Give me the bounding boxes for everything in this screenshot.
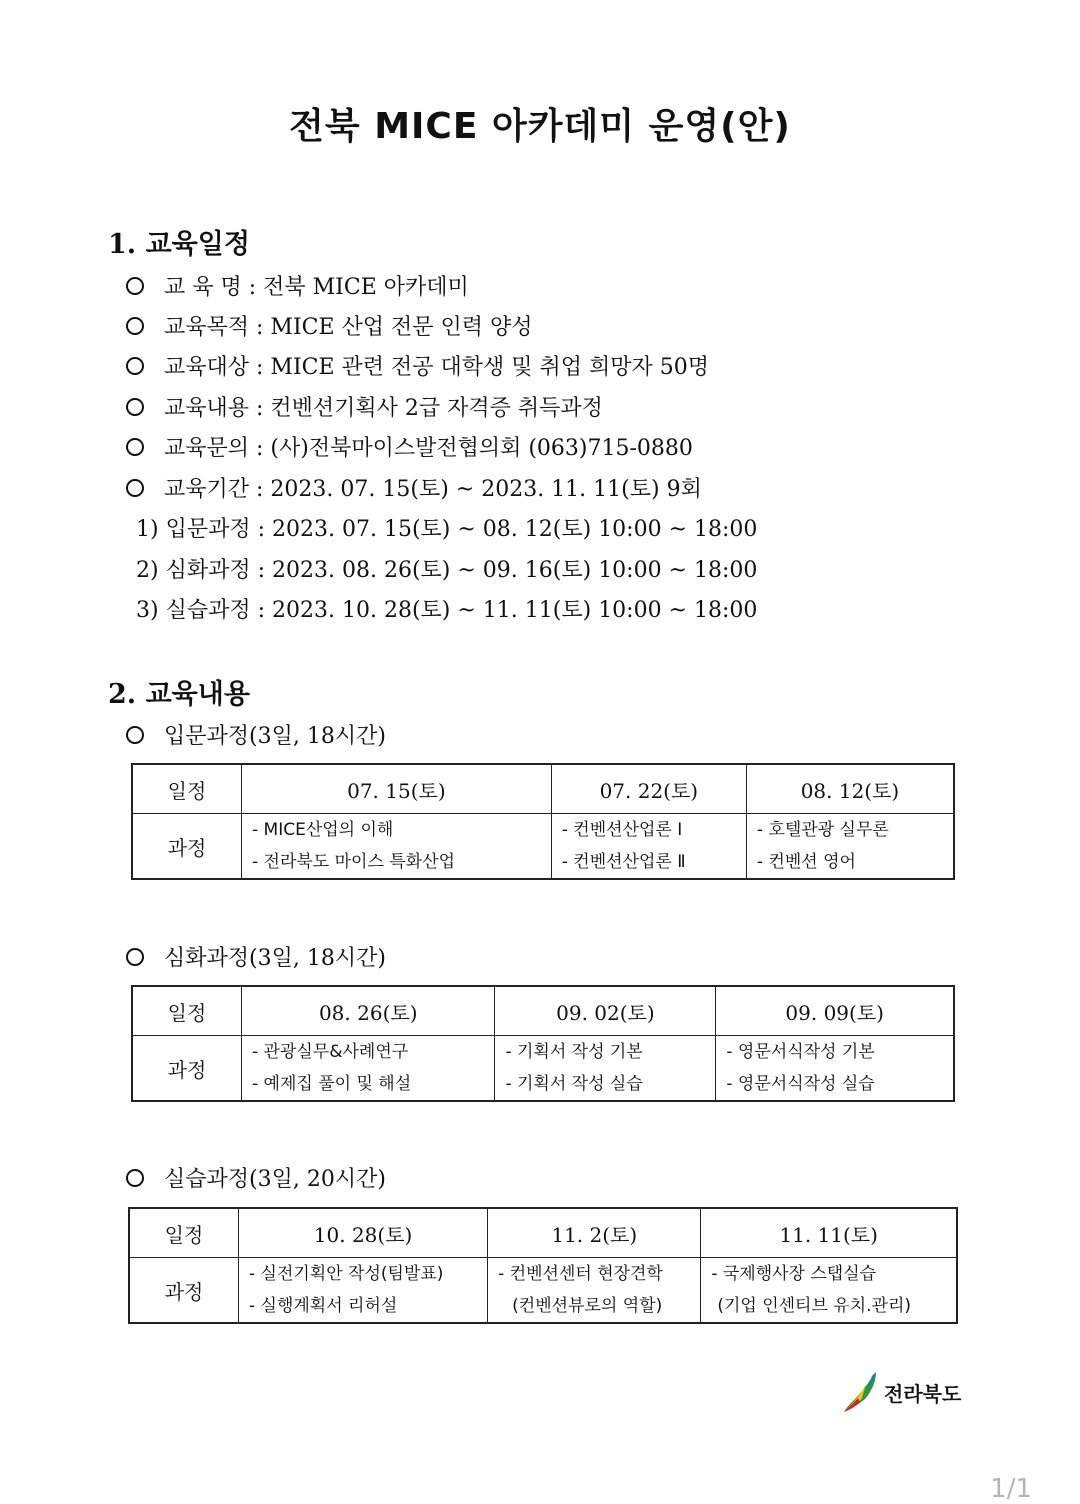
info-value: MICE 관련 전공 대학생 및 취업 희망자 50명 xyxy=(270,355,710,380)
date-cell: 11. 2(토) xyxy=(488,1208,701,1258)
circle-bullet-icon xyxy=(126,277,144,295)
document-title: 전북 MICE 아카데미 운영(안) xyxy=(289,106,791,147)
course-label: 실습과정 xyxy=(165,598,251,623)
content-line: - 전라북도 마이스 특화산업 xyxy=(252,852,455,872)
row-label-schedule: 일정 xyxy=(129,1208,239,1258)
info-value: (사)전북마이스발전협의회 (063)715-0880 xyxy=(270,436,693,461)
date-cell: 07. 22(토) xyxy=(551,764,746,814)
row-label-course: 과정 xyxy=(132,814,242,880)
circle-bullet-icon xyxy=(126,1169,144,1187)
course-title xyxy=(126,719,386,750)
schedule-table-practice xyxy=(128,1207,958,1324)
info-value: 컨벤션기획사 2급 자격증 취득과정 xyxy=(270,396,603,421)
content-line: - 관광실무&사례연구 xyxy=(252,1042,409,1062)
row-label-schedule: 일정 xyxy=(132,764,242,814)
course-title-text: 입문과정(3일, 18시간) xyxy=(164,724,386,749)
info-value: MICE 산업 전문 인력 양성 xyxy=(270,315,533,340)
content-line: - 영문서식작성 기본 xyxy=(726,1042,875,1062)
course-period: 2023. 07. 15(토) ~ 08. 12(토) 10:00 ~ 18:00 xyxy=(272,517,758,542)
content-cell xyxy=(239,1258,488,1324)
course-title xyxy=(126,1162,386,1193)
course-title-text: 실습과정(3일, 20시간) xyxy=(164,1167,386,1192)
info-label: 교 육 명 xyxy=(164,275,242,300)
logo-text: 전라북도 xyxy=(884,1381,962,1406)
course-period: 2023. 08. 26(토) ~ 09. 16(토) 10:00 ~ 18:00 xyxy=(272,558,758,583)
info-label: 교육기간 xyxy=(164,477,250,502)
date-cell: 08. 12(토) xyxy=(746,764,954,814)
circle-bullet-icon xyxy=(126,317,144,335)
info-line: 교육대상 : MICE 관련 전공 대학생 및 취업 희망자 50명 xyxy=(126,350,709,381)
item-number: 2) xyxy=(136,558,159,583)
logo-swoosh-icon xyxy=(842,1370,882,1414)
course-title xyxy=(126,941,386,972)
content-line: - 국제행사장 스탭실습 xyxy=(711,1264,877,1284)
content-line: - 컨벤션산업론 Ⅱ xyxy=(561,852,686,872)
circle-bullet-icon xyxy=(126,948,144,966)
content-line: - 기획서 작성 기본 xyxy=(505,1042,643,1062)
schedule-table-advanced xyxy=(131,985,955,1102)
content-line: - 컨벤션센터 현장견학 xyxy=(498,1264,663,1284)
content-line: - 영문서식작성 실습 xyxy=(726,1074,875,1094)
page-indicator: 1/1 xyxy=(990,1474,1032,1504)
circle-bullet-icon xyxy=(126,357,144,375)
content-line: - 컨벤션산업론 Ⅰ xyxy=(561,820,683,840)
circle-bullet-icon xyxy=(126,398,144,416)
item-number: 1) xyxy=(136,517,159,542)
info-line: 교육내용 : 컨벤션기획사 2급 자격증 취득과정 xyxy=(126,391,603,422)
date-cell: 11. 11(토) xyxy=(701,1208,957,1258)
course-label: 심화과정 xyxy=(165,558,251,583)
date-cell: 07. 15(토) xyxy=(242,764,552,814)
info-line: 교 육 명 : 전북 MICE 아카데미 xyxy=(126,270,469,301)
course-label: 입문과정 xyxy=(165,517,251,542)
content-cell xyxy=(242,814,552,880)
info-line: 교육목적 : MICE 산업 전문 인력 양성 xyxy=(126,310,533,341)
content-line: - 예제집 풀이 및 해설 xyxy=(252,1074,412,1094)
info-label: 교육내용 xyxy=(164,396,250,421)
item-number: 3) xyxy=(136,598,159,623)
info-label: 교육문의 xyxy=(164,436,250,461)
info-label: 교육목적 xyxy=(164,315,250,340)
content-line: - 실행계획서 리허설 xyxy=(249,1296,398,1316)
course-period-line: 3) 실습과정 : 2023. 10. 28(토) ~ 11. 11(토) 10:00 ~ 18:00 xyxy=(136,598,758,623)
date-cell: 09. 09(토) xyxy=(716,986,954,1036)
section-heading-content: 2. 교육내용 xyxy=(108,679,250,710)
circle-bullet-icon xyxy=(126,438,144,456)
schedule-table-intro xyxy=(131,763,955,880)
info-value: 2023. 07. 15(토) ~ 2023. 11. 11(토) 9회 xyxy=(270,477,702,502)
course-period-line: 2) 심화과정 : 2023. 08. 26(토) ~ 09. 16(토) 10:00 ~ 18:00 xyxy=(136,558,758,583)
content-cell xyxy=(551,814,746,880)
content-cell xyxy=(495,1036,716,1102)
content-line: (기업 인센티브 유치.관리) xyxy=(717,1296,912,1316)
content-line: - MICE산업의 이해 xyxy=(252,820,394,840)
circle-bullet-icon xyxy=(126,479,144,497)
course-period: 2023. 10. 28(토) ~ 11. 11(토) 10:00 ~ 18:00 xyxy=(272,598,758,623)
content-line: - 컨벤션 영어 xyxy=(756,852,856,872)
circle-bullet-icon xyxy=(126,726,144,744)
info-line: 교육기간 : 2023. 07. 15(토) ~ 2023. 11. 11(토) 9회 xyxy=(126,472,702,503)
date-cell: 08. 26(토) xyxy=(242,986,495,1036)
row-label-schedule: 일정 xyxy=(132,986,242,1036)
section-heading-schedule: 1. 교육일정 xyxy=(108,229,250,260)
content-cell xyxy=(701,1258,957,1324)
date-cell: 09. 02(토) xyxy=(495,986,716,1036)
info-line: 교육문의 : (사)전북마이스발전협의회 (063)715-0880 xyxy=(126,431,693,462)
row-label-course: 과정 xyxy=(129,1258,239,1324)
content-cell xyxy=(488,1258,701,1324)
content-cell xyxy=(242,1036,495,1102)
content-cell xyxy=(746,814,954,880)
content-line: - 기획서 작성 실습 xyxy=(505,1074,643,1094)
date-cell: 10. 28(토) xyxy=(239,1208,488,1258)
content-line: - 실전기획안 작성(팀발표) xyxy=(249,1264,444,1284)
content-line: (컨벤션뷰로의 역할) xyxy=(512,1296,663,1316)
info-label: 교육대상 xyxy=(164,355,250,380)
row-label-course: 과정 xyxy=(132,1036,242,1102)
info-value: 전북 MICE 아카데미 xyxy=(263,275,469,300)
course-title-text: 심화과정(3일, 18시간) xyxy=(164,946,386,971)
course-period-line: 1) 입문과정 : 2023. 07. 15(토) ~ 08. 12(토) 10:00 ~ 18:00 xyxy=(136,517,758,542)
jeonbuk-logo xyxy=(842,1370,961,1414)
content-line: - 호텔관광 실무론 xyxy=(756,820,889,840)
content-cell xyxy=(716,1036,954,1102)
